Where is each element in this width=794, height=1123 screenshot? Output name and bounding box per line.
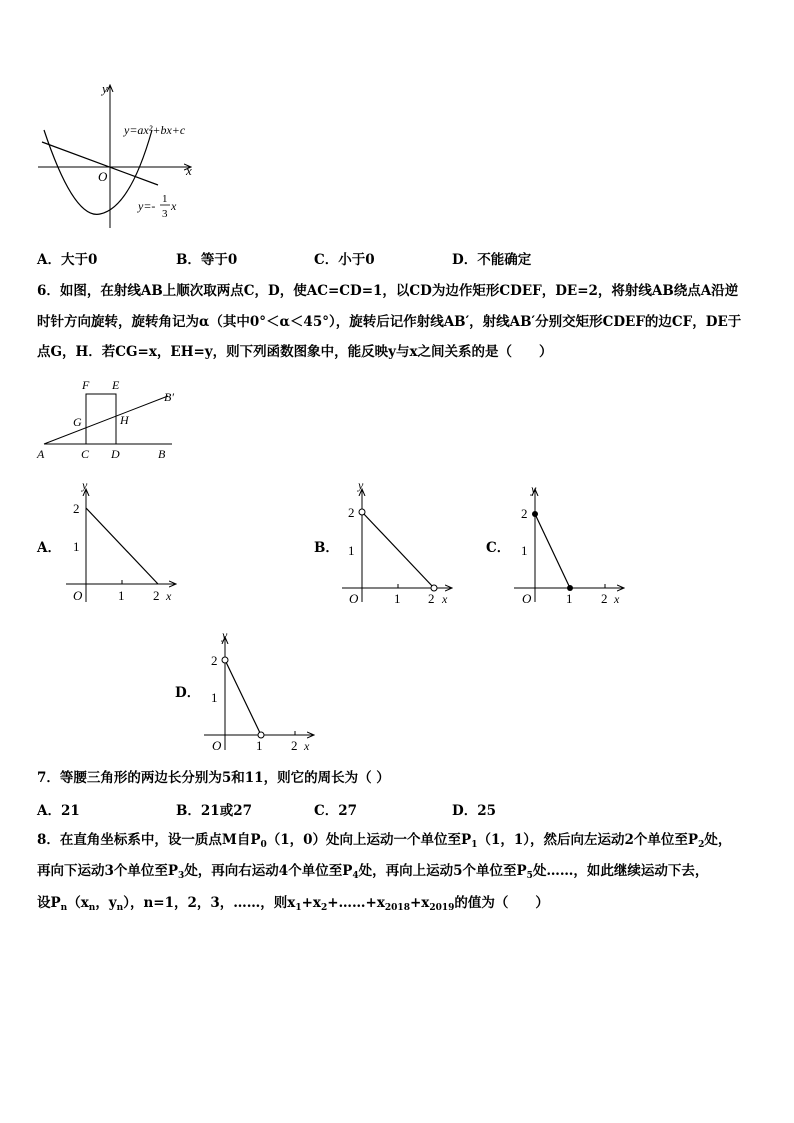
line-equation-num: 1	[162, 193, 168, 205]
graph-option-d[interactable]	[198, 626, 323, 754]
q7-option-d[interactable]: D．25	[452, 803, 496, 819]
q8-text: ，y	[95, 895, 117, 911]
x-label: x	[442, 592, 448, 606]
tick-label-2y: 2	[521, 506, 528, 521]
q8-stem-line-3	[37, 893, 549, 918]
q8-text: （1，1），然后向左运动2个单位至P	[477, 832, 699, 848]
label-e: E	[112, 378, 120, 392]
subscript: 2019	[429, 903, 455, 913]
tick-label-1x: 1	[566, 591, 573, 606]
graph-option-a-label[interactable]: A．	[37, 540, 61, 556]
q8-stem-line-1	[37, 830, 731, 855]
tick-label-2y: 2	[211, 653, 218, 668]
q8-text: 再向下运动3个单位至P	[37, 863, 179, 879]
q7-option-b[interactable]: B．21或27	[176, 803, 252, 819]
open-endpoint-top	[359, 509, 365, 515]
label-b: B	[158, 447, 166, 461]
q8-text: 8．在直角坐标系中，设一质点M自P	[37, 832, 261, 848]
subscript: 2018	[384, 903, 410, 913]
graph-option-b[interactable]	[336, 478, 461, 606]
subscript: n	[116, 903, 124, 913]
q8-text: 的值为（ ）	[454, 895, 549, 911]
q8-stem-line-2	[37, 861, 708, 886]
q6-stem-line-3: 点G，H．若CG=x，EH=y，则下列函数图象中，能反映y与x之间关系的是（ ）	[37, 344, 553, 360]
y-label: y	[531, 482, 537, 496]
line-equation-prefix: y=-	[138, 199, 156, 213]
label-a: A	[37, 447, 45, 461]
q5-option-d[interactable]: D．不能确定	[452, 252, 532, 268]
line-equation-var: x	[171, 199, 177, 213]
graph-option-a[interactable]	[60, 478, 185, 606]
label-b-prime: B′	[164, 390, 174, 404]
origin-label: O	[349, 591, 359, 606]
rectangle-cdef	[86, 394, 116, 444]
tick-label-1x: 1	[394, 591, 401, 606]
q5-option-c[interactable]: C．小于0	[314, 252, 375, 268]
subscript: 0	[260, 840, 267, 850]
q7-stem: 7．等腰三角形的两边长分别为5和11，则它的周长为（ ）	[37, 770, 390, 786]
line-equation-den: 3	[162, 208, 168, 220]
graph-option-b-label[interactable]: B．	[314, 540, 339, 556]
tick-label-2x: 2	[153, 588, 160, 603]
q6-stem-line-1: 6．如图，在射线AB上顺次取两点C，D，使AC=CD=1，以CD为边作矩形CDEF，DE=2，将射线AB绕点A沿逆	[37, 283, 739, 299]
q7-option-c[interactable]: C．27	[314, 803, 358, 819]
subscript: n	[60, 903, 68, 913]
q6-stem-line-2: 时针方向旋转，旋转角记为α（其中0°＜α＜45°），旋转后记作射线AB′，射线AB′分别交矩形CDEF的边CF，DE于	[37, 314, 742, 330]
q8-text: +x	[409, 895, 430, 911]
label-c: C	[81, 447, 90, 461]
origin-label: O	[98, 169, 108, 184]
tick-label-1y: 1	[521, 543, 528, 558]
q8-text: +x	[301, 895, 321, 911]
tick-label-2x: 2	[601, 591, 608, 606]
label-g: G	[73, 415, 82, 429]
subscript: 3	[178, 871, 185, 881]
open-endpoint-top	[222, 657, 228, 663]
q8-text: （x	[67, 895, 89, 911]
parabola-equation: y=ax²+bx+c	[124, 123, 186, 137]
graph-option-d-label[interactable]: D．	[175, 685, 201, 701]
subscript: 1	[295, 903, 302, 913]
y-label: y	[82, 478, 88, 492]
graph-option-c[interactable]	[508, 478, 633, 606]
q5-option-b[interactable]: B．等于0	[176, 252, 238, 268]
tick-label-1x: 1	[256, 738, 263, 753]
q8-text: ），n=1，2，3，……，则x	[123, 895, 296, 911]
x-axis-label: x	[186, 163, 192, 178]
label-d: D	[111, 447, 120, 461]
subscript: 2	[698, 840, 705, 850]
x-label: x	[304, 739, 310, 753]
closed-endpoint-top	[532, 511, 538, 517]
graph-line	[362, 512, 434, 588]
label-h: H	[120, 413, 129, 427]
subscript: 5	[526, 871, 533, 881]
x-label: x	[166, 589, 172, 603]
x-label: x	[614, 592, 620, 606]
tick-label-2x: 2	[291, 738, 298, 753]
subscript: 1	[471, 840, 478, 850]
tick-label-2y: 2	[348, 505, 355, 520]
q5-option-a[interactable]: A．大于0	[37, 252, 98, 268]
origin-label: O	[212, 738, 222, 753]
graph-line	[225, 660, 261, 735]
graph-option-c-label[interactable]: C．	[486, 540, 511, 556]
tick-label-1y: 1	[211, 690, 218, 705]
q8-text: （1，0）处向上运动一个单位至P	[266, 832, 472, 848]
tick-label-2x: 2	[428, 591, 435, 606]
q8-text: 处，	[704, 832, 732, 848]
tick-label-1y: 1	[73, 539, 80, 554]
subscript: 2	[320, 903, 328, 913]
subscript: 4	[352, 871, 359, 881]
q8-text: 处，再向上运动5个单位至P	[358, 863, 527, 879]
y-label: y	[222, 628, 228, 642]
tick-label-2y: 2	[73, 501, 80, 516]
tick-label-1x: 1	[118, 588, 125, 603]
subscript: n	[88, 903, 96, 913]
graph-line	[86, 508, 158, 584]
y-label: y	[358, 478, 364, 492]
label-f: F	[82, 378, 90, 392]
q8-text: 处……，如此继续运动下去，	[532, 863, 709, 879]
q8-text: 处，再向右运动4个单位至P	[184, 863, 353, 879]
origin-label: O	[73, 588, 83, 603]
figure-rectangle-rays	[30, 374, 190, 466]
ray-ab-prime	[44, 396, 168, 444]
q7-option-a[interactable]: A．21	[37, 803, 80, 819]
y-axis-label: y	[102, 81, 108, 96]
figure-parabola-line	[30, 80, 210, 230]
graph-line	[535, 514, 570, 588]
origin-label: O	[522, 591, 532, 606]
q8-text: +……+x	[327, 895, 385, 911]
tick-label-1y: 1	[348, 543, 355, 558]
q8-text: 设P	[37, 895, 61, 911]
